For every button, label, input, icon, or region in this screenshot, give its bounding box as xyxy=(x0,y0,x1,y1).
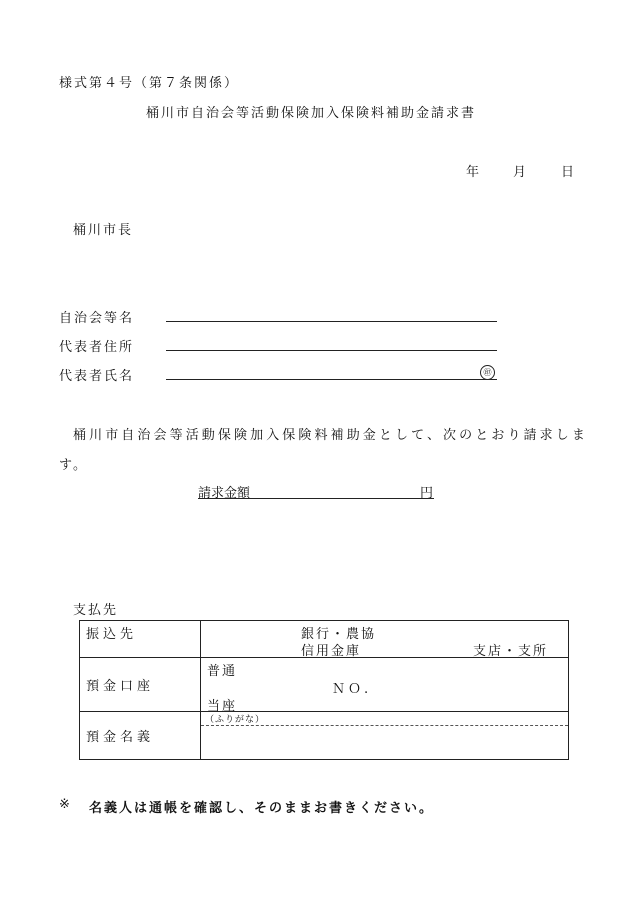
transfer-label-cell xyxy=(80,621,201,658)
rep-name-label: 代表者氏名 xyxy=(59,369,135,384)
amount-unit: 円 xyxy=(420,486,434,501)
form-number: 様式第４号（第７条関係） xyxy=(59,76,240,91)
rep-name-line[interactable] xyxy=(166,379,497,380)
holder-label-cell xyxy=(80,712,201,760)
furigana-divider xyxy=(201,725,568,726)
rep-address-label: 代表者住所 xyxy=(59,340,135,355)
account-type-ordinary: 普通 xyxy=(207,664,238,679)
account-type-current: 当座 xyxy=(207,699,238,714)
body-text-line2: す。 xyxy=(59,458,88,473)
org-name-line[interactable] xyxy=(166,321,497,322)
seal-mark: ㊞ xyxy=(480,364,495,380)
furigana-label: （ふりがな） xyxy=(205,715,266,725)
amount-underline[interactable] xyxy=(198,498,434,499)
account-cell[interactable] xyxy=(201,658,569,712)
branch-label: 支店・支所 xyxy=(473,644,549,659)
holder-cell[interactable] xyxy=(201,712,569,760)
payment-table xyxy=(79,620,569,760)
document-title: 桶川市自治会等活動保険加入保険料補助金請求書 xyxy=(146,106,477,121)
date-month: 月 xyxy=(513,165,527,180)
account-number-label: ＮＯ. xyxy=(332,682,372,697)
holder-label: 預金名義 xyxy=(86,730,155,745)
rep-address-line[interactable] xyxy=(166,350,497,351)
bank-type-line1: 銀行・農協 xyxy=(301,627,377,642)
transfer-label: 振込先 xyxy=(86,627,138,642)
org-name-label: 自治会等名 xyxy=(59,311,135,326)
account-label-cell xyxy=(80,658,201,712)
body-text-line1: 桶川市自治会等活動保険加入保険料補助金として、次のとおり請求しま xyxy=(73,428,588,443)
account-label: 預金口座 xyxy=(86,679,155,694)
note-mark: ※ xyxy=(59,797,70,812)
amount-label: 請求金額 xyxy=(198,486,251,501)
date-day: 日 xyxy=(561,165,575,180)
payee-heading: 支払先 xyxy=(73,603,119,618)
date-year: 年 xyxy=(466,165,480,180)
addressee: 桶川市長 xyxy=(73,223,134,238)
note-text: 名義人は通帳を確認し、そのままお書きください。 xyxy=(89,801,435,816)
bank-type-line2: 信用金庫 xyxy=(301,644,362,659)
bank-cell[interactable] xyxy=(201,621,569,658)
